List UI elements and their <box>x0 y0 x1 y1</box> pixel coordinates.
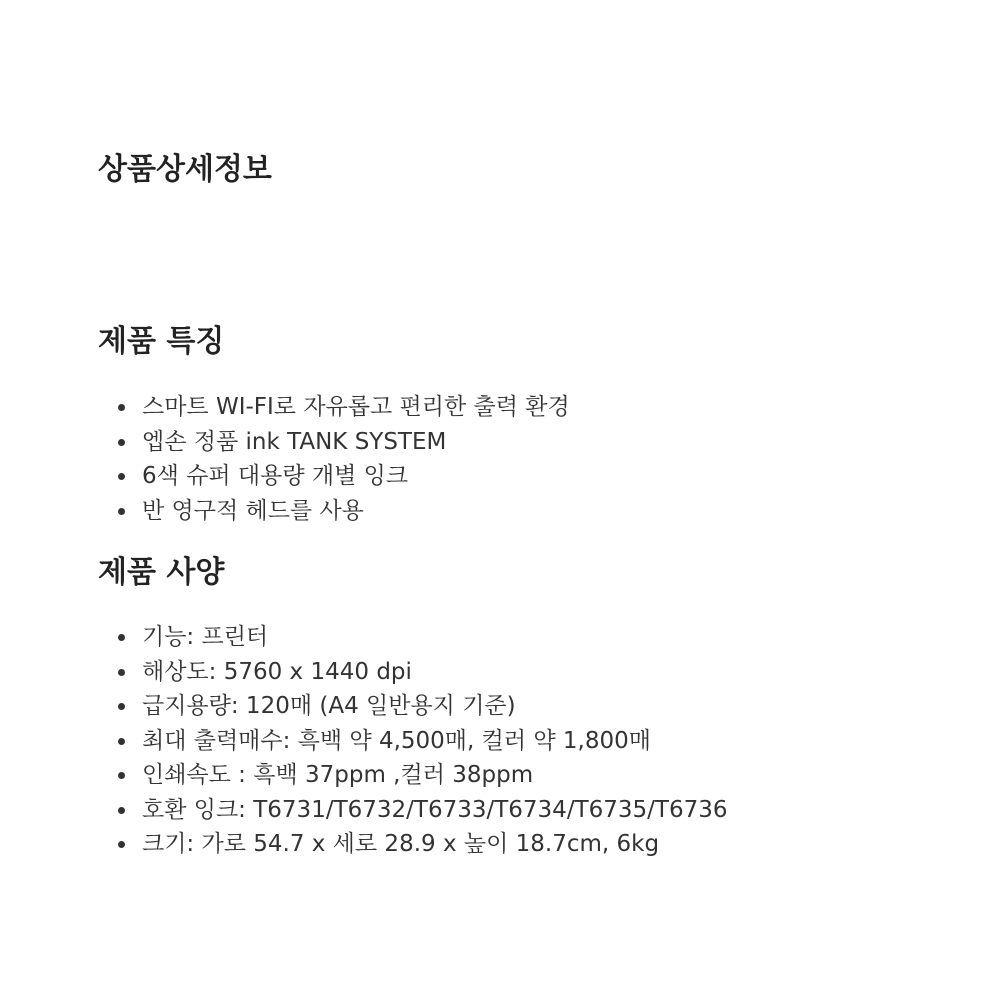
spec-item-text: 급지용량: 120매 (A4 일반용지 기준) <box>142 693 516 719</box>
feature-item-text: 반 영구적 헤드를 사용 <box>142 497 364 524</box>
feature-item <box>116 425 570 460</box>
bullet-icon <box>118 669 125 676</box>
features-heading: 제품 특징 <box>98 324 225 359</box>
features-list <box>116 390 570 528</box>
feature-item <box>116 390 570 425</box>
feature-item-text: 스마트 WI-FI로 자유롭고 편리한 출력 환경 <box>142 394 570 420</box>
spec-item <box>116 827 727 862</box>
bullet-icon <box>118 772 125 779</box>
spec-item <box>116 689 727 724</box>
spec-item <box>116 655 727 690</box>
feature-item-text: 엡손 정품 ink TANK SYSTEM <box>142 428 447 455</box>
spec-item-text: 크기: 가로 54.7 x 세로 28.9 x 높이 18.7cm, 6kg <box>142 831 660 857</box>
feature-item <box>116 494 570 529</box>
bullet-icon <box>118 439 125 446</box>
feature-item-text: 6색 슈퍼 대용량 개별 잉크 <box>142 463 409 489</box>
bullet-icon <box>118 508 125 515</box>
spec-item <box>116 724 727 759</box>
bullet-icon <box>118 841 125 848</box>
spec-item-text: 해상도: 5760 x 1440 dpi <box>142 658 412 685</box>
bullet-icon <box>118 703 125 710</box>
specs-heading: 제품 사양 <box>98 555 225 590</box>
bullet-icon <box>118 634 125 641</box>
bullet-icon <box>118 807 125 814</box>
page-title: 상품상세정보 <box>98 152 272 187</box>
spec-item-text: 인쇄속도 : 흑백 37ppm ,컬러 38ppm <box>142 762 534 788</box>
spec-item <box>116 758 727 793</box>
spec-item <box>116 793 727 828</box>
spec-item-text: 호환 잉크: T6731/T6732/T6733/T6734/T6735/T6736 <box>142 796 728 823</box>
spec-item-text: 최대 출력매수: 흑백 약 4,500매, 컬러 약 1,800매 <box>142 727 651 754</box>
spec-item-text: 기능: 프린터 <box>142 624 269 650</box>
specs-list <box>116 620 727 862</box>
feature-item <box>116 459 570 494</box>
bullet-icon <box>118 473 125 480</box>
spec-item <box>116 620 727 655</box>
bullet-icon <box>118 404 125 411</box>
bullet-icon <box>118 738 125 745</box>
